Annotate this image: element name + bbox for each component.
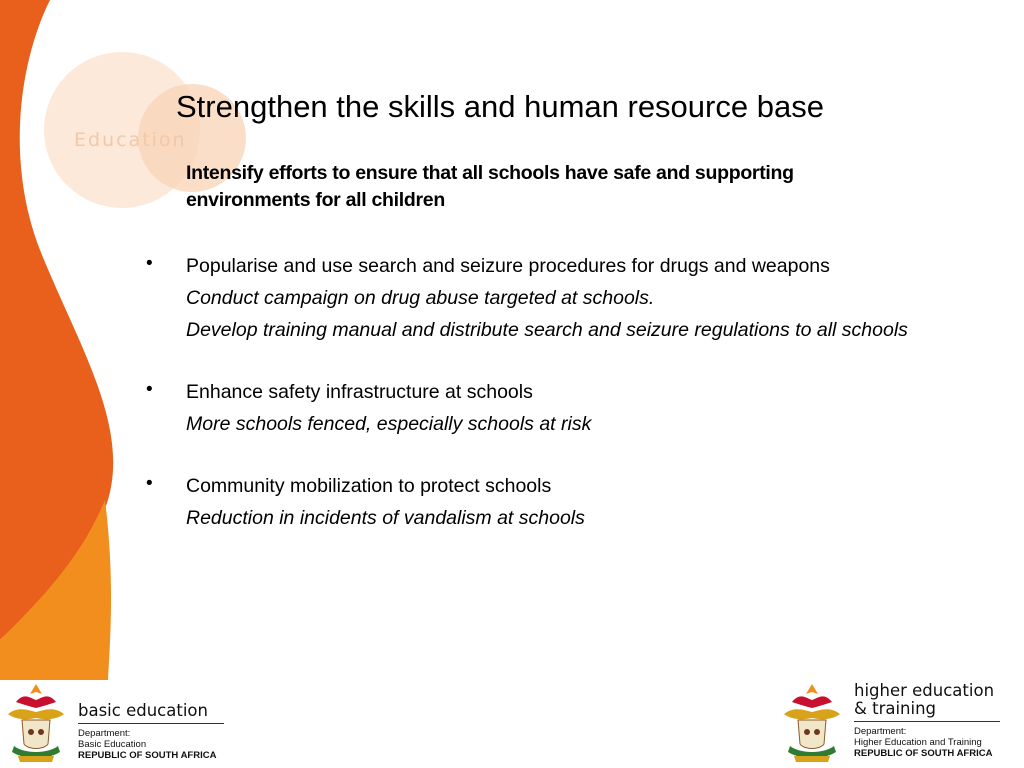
logo-divider [78, 723, 224, 724]
bullet-marker: • [146, 473, 153, 494]
slide-subtitle: Intensify efforts to ensure that all schools have safe and supporting environments for all children [186, 162, 794, 211]
logo-name: basic education [78, 701, 208, 720]
logo-text-block [78, 682, 238, 761]
logo-divider [854, 721, 1000, 722]
higher-education-logo [780, 680, 1020, 766]
logo-country: REPUBLIC OF SOUTH AFRICA [854, 748, 993, 759]
bullet-list [146, 252, 966, 566]
bullet-marker: • [146, 379, 153, 400]
bullet-subitem: Develop training manual and distribute search and seizure regulations to all schools [186, 319, 908, 341]
bullet-text: Popularise and use search and seizure procedures for drugs and weapons [186, 255, 830, 277]
logo-dept-name: Basic Education [78, 739, 147, 750]
bullet-subitem: Reduction in incidents of vandalism at schools [186, 507, 585, 529]
logo-dept-label: Department: [854, 726, 907, 737]
logo-name-line1: higher education [854, 681, 995, 700]
coat-of-arms-icon [780, 680, 844, 764]
bullet-subitem: More schools fenced, especially schools at risk [186, 413, 592, 435]
logo-dept-name: Higher Education and Training [854, 737, 982, 748]
bullet-marker: • [146, 253, 153, 274]
logo-country: REPUBLIC OF SOUTH AFRICA [78, 750, 217, 761]
logo-text-block [854, 682, 1014, 759]
slide-title: Strengthen the skills and human resource base [176, 89, 824, 124]
bullet-item [146, 252, 966, 344]
education-watermark: Education [74, 129, 187, 151]
bullet-item [146, 378, 966, 438]
coat-of-arms-icon [4, 680, 68, 764]
bullet-text: Community mobilization to protect schools [186, 475, 552, 497]
bullet-subitem: Conduct campaign on drug abuse targeted at schools. [186, 287, 655, 309]
bullet-text: Enhance safety infrastructure at schools [186, 381, 533, 403]
logo-name-line2: & training [854, 699, 937, 718]
logo-dept-label: Department: [78, 728, 131, 739]
basic-education-logo [4, 680, 234, 766]
bullet-item [146, 472, 966, 532]
